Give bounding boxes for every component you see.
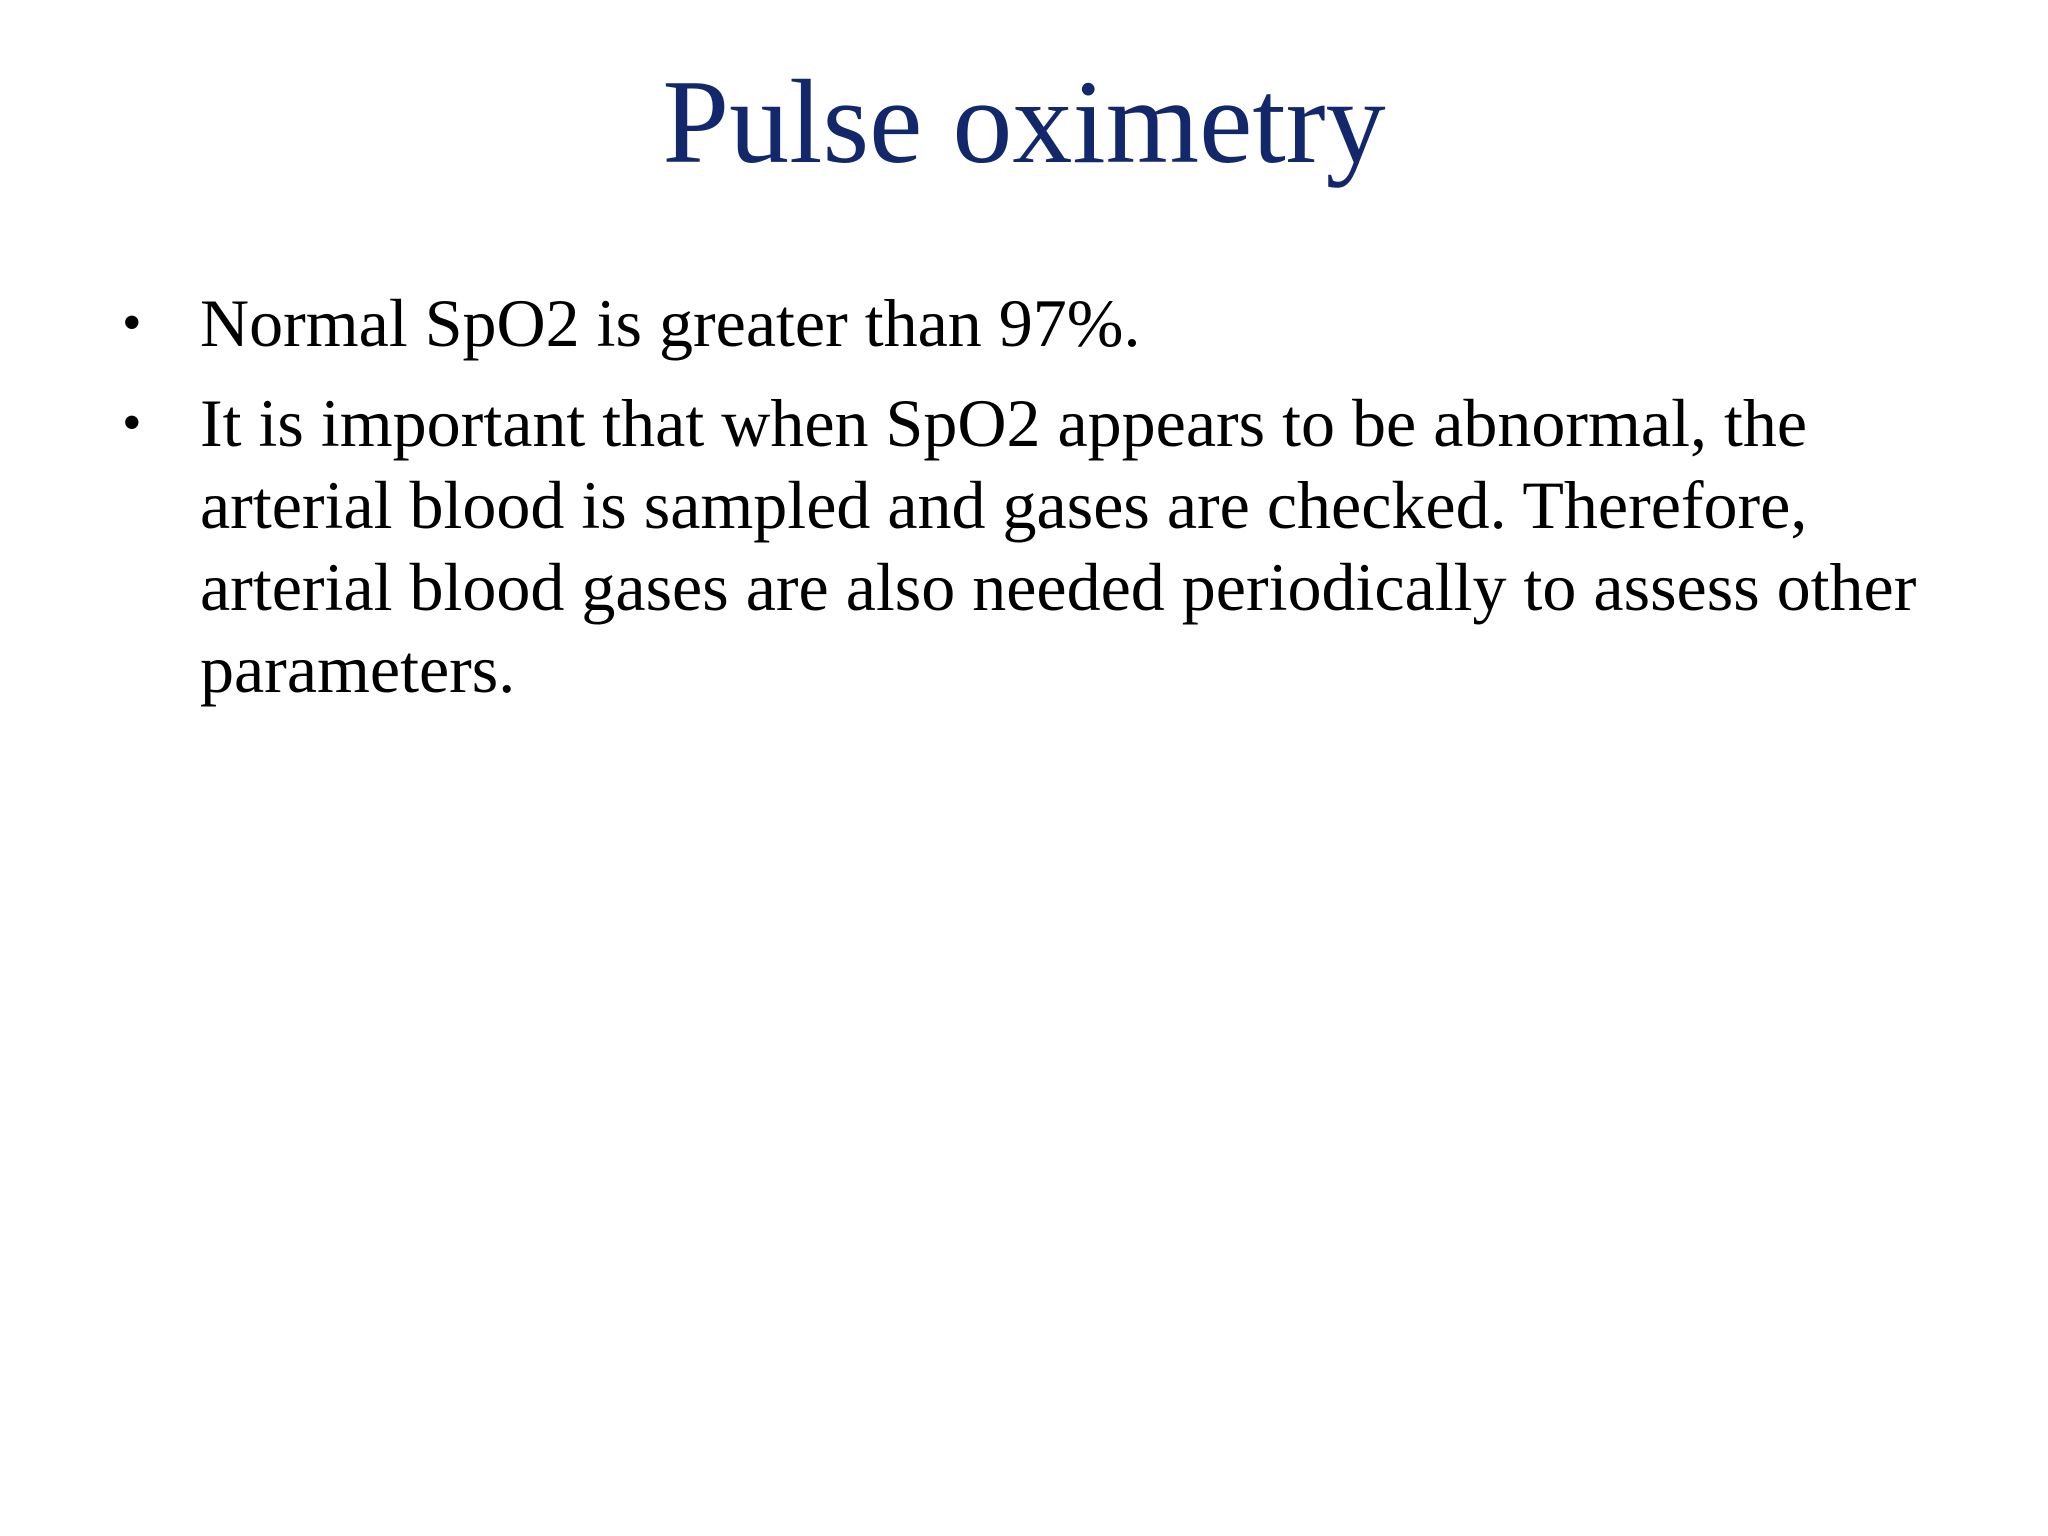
bullet-list [118,282,1998,710]
bullet-marker-icon: • [122,292,142,354]
bullet-marker-icon: • [122,392,142,454]
bullet-text: Normal SpO2 is greater than 97%. [200,285,1141,361]
slide-content [118,282,1998,728]
slide-title: Pulse oximetry [662,55,1386,188]
bullet-item-1 [118,282,1998,364]
bullet-text: It is important that when SpO2 appears to be abnormal, the arterial blood is sampled and gases are checked. Therefore, arterial blood gases are also needed periodically to assess other parameters. [200,385,1917,707]
bullet-item-2 [118,382,1998,710]
